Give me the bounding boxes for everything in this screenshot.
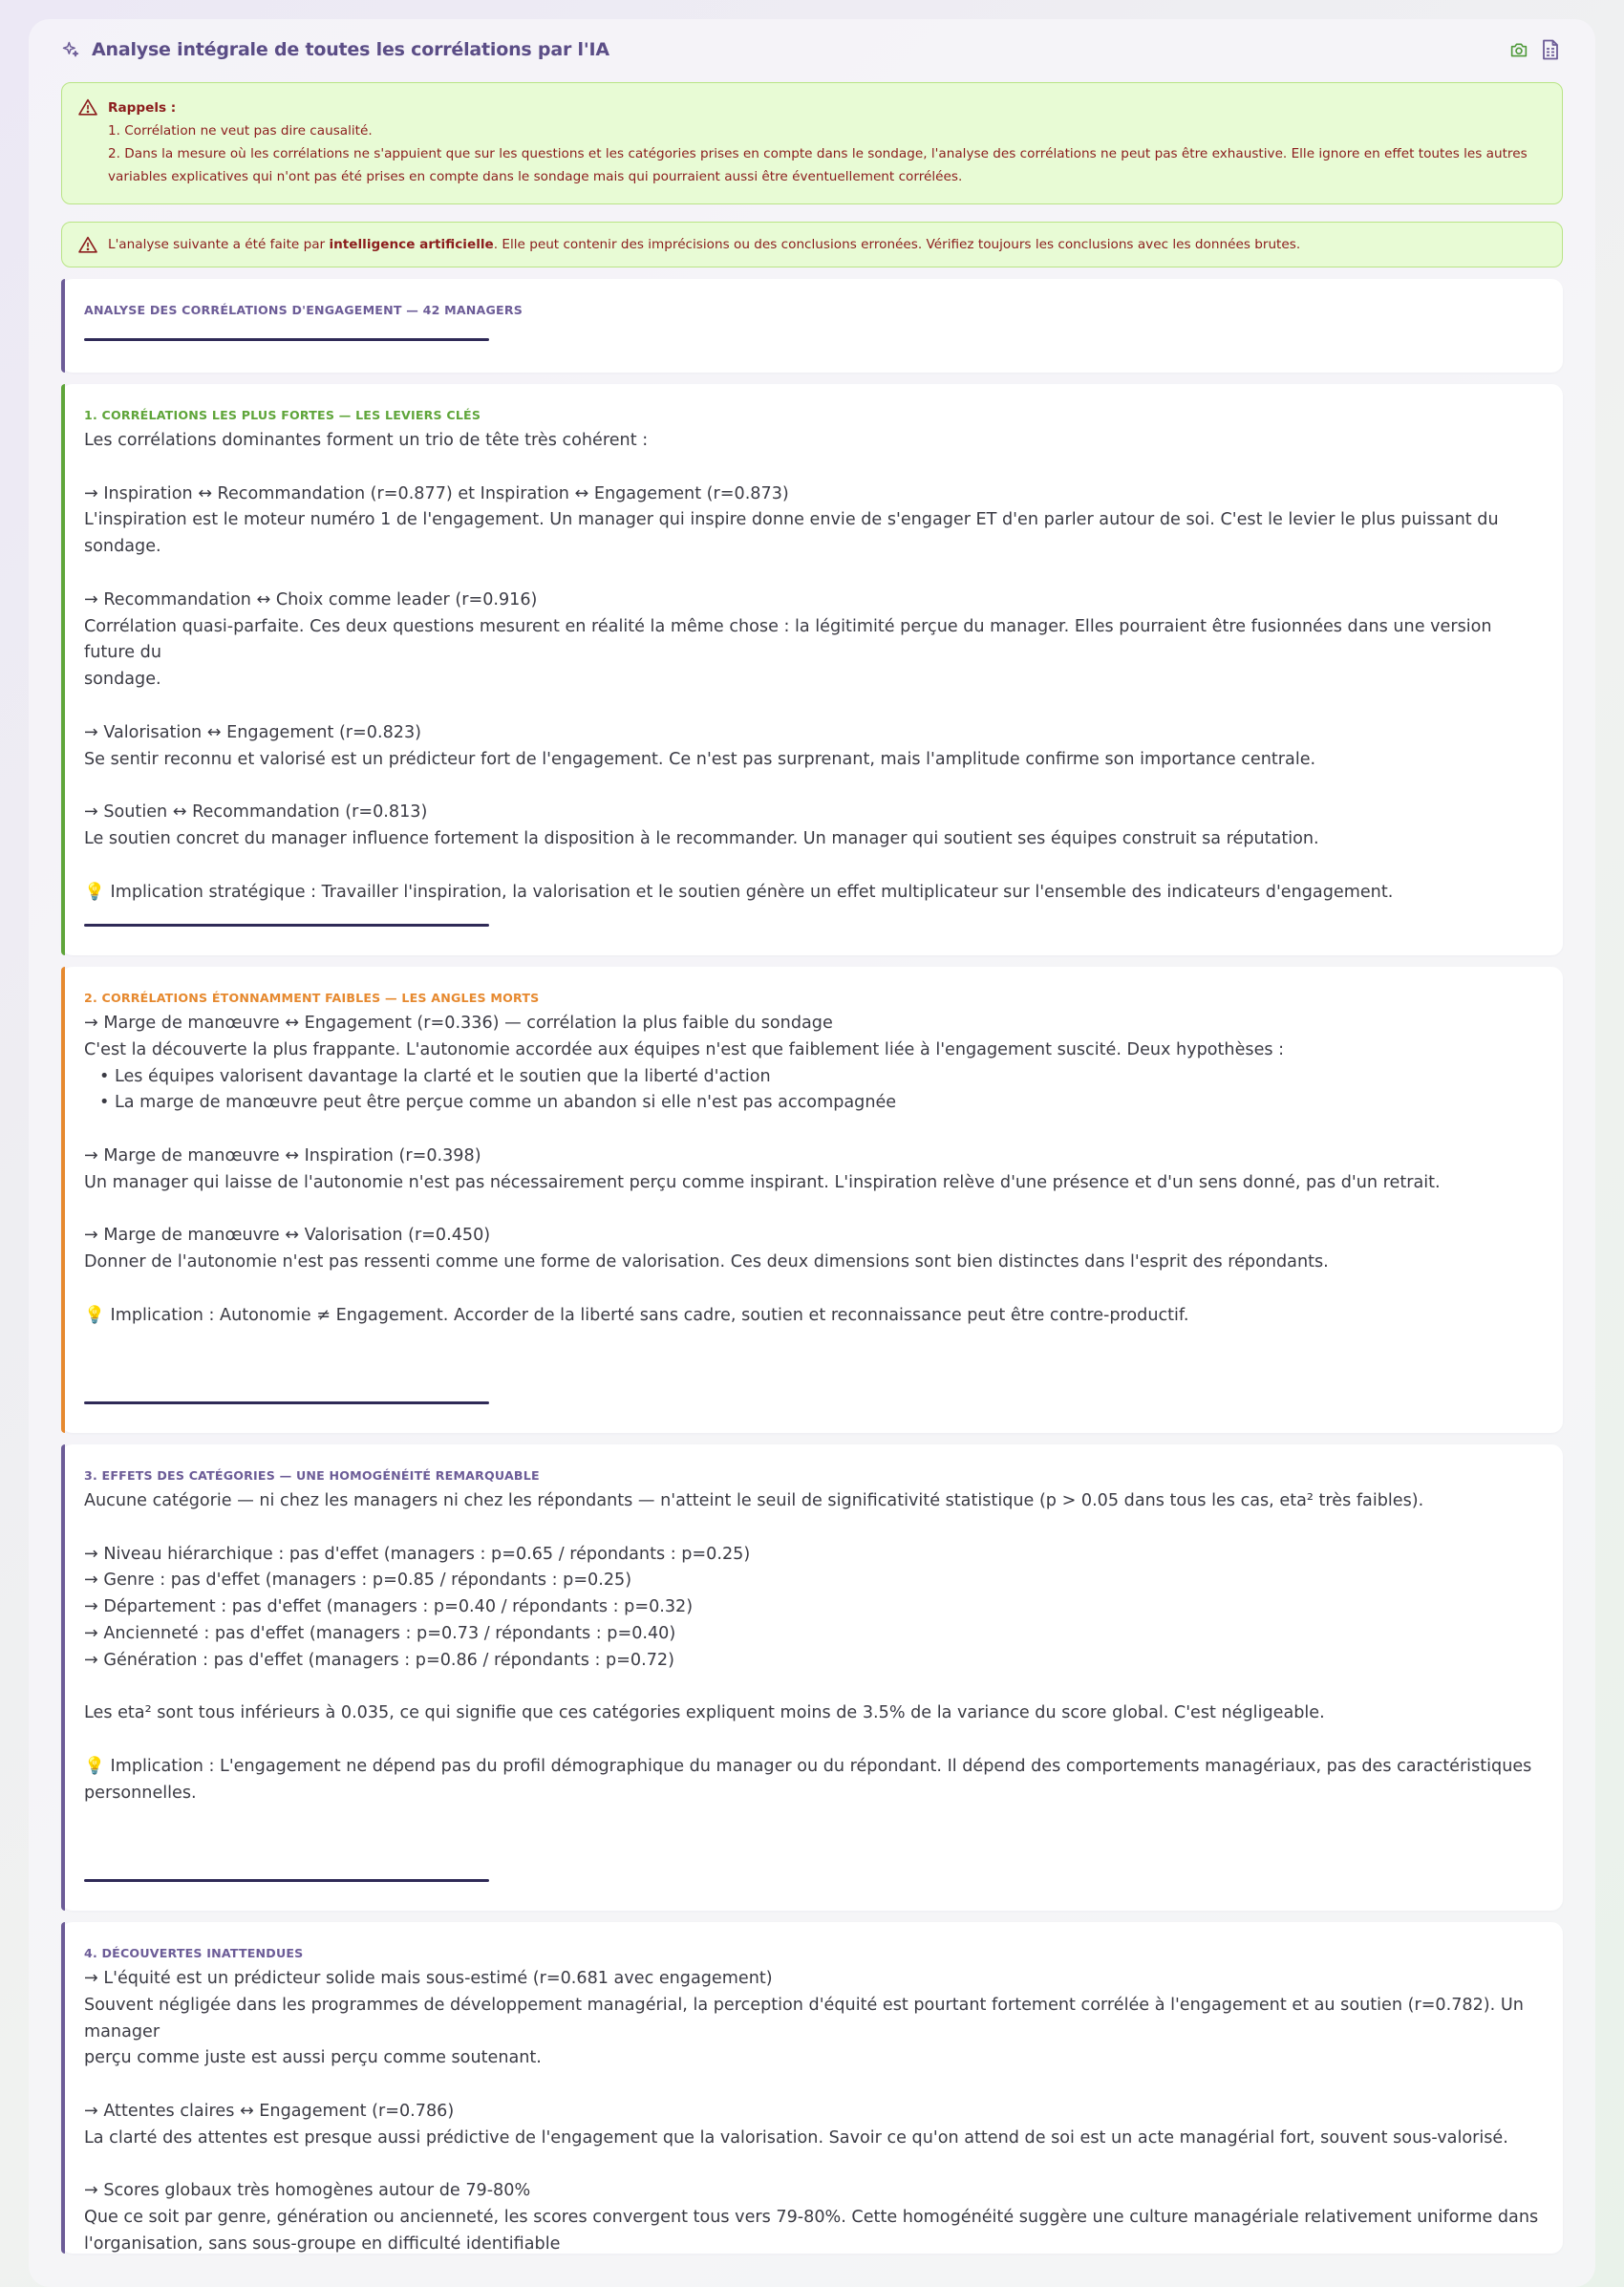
blank-line [84,455,1540,481]
body-line: L'inspiration est le moteur numéro 1 de l'engagement. Un manager qui inspire donne envie de s'engager ET d'en parler autour de soi. C'est le levier le plus puissant du sondage. [84,510,1499,557]
blank-line [84,1197,1540,1224]
section-heading: 2. CORRÉLATIONS ÉTONNAMMENT FAIBLES — LES ANGLES MORTS [84,991,540,1005]
body-line: Que ce soit par genre, génération ou ancienneté, les scores convergent tous vers 79-80%. Cette homogénéité suggère une culture managériale relativement uniforme dans [84,2208,1539,2228]
blank-line [84,853,1540,880]
body-line: Donner de l'autonomie n'est pas ressenti comme une forme de valorisation. Ces deux dimensions sont bien distinctes dans l'esprit des répondants. [84,1252,1329,1272]
bullet-line: • La marge de manœuvre peut être perçue comme un abandon si elle n'est pas accompagnée [99,1093,897,1113]
finding-heading: → Niveau hiérarchique : pas d'effet (managers : p=0.65 / répondants : p=0.25) [84,1544,751,1564]
analysis-panel [29,19,1595,2287]
blank-line [84,561,1540,588]
blank-line [84,1276,1540,1303]
warning-icon [78,236,97,253]
section-card-weak-correlations [61,967,1563,1433]
section-card-category-effects [61,1444,1563,1911]
finding-heading: → L'équité est un prédicteur solide mais sous-estimé (r=0.681 avec engagement) [84,1969,773,1988]
body-line: Les eta² sont tous inférieurs à 0.035, ce qui signifie que ces catégories expliquent moins de 3.5% de la variance du score global. C'est négligeable. [84,1703,1325,1723]
section-underline [84,1401,489,1404]
blank-line [84,1675,1540,1701]
section-card-strongest-correlations [61,384,1563,955]
blank-line [84,1727,1540,1754]
blank-line [84,1117,1540,1144]
blank-line [84,1515,1540,1542]
reminder-line: 1. Corrélation ne veut pas dire causalité. [108,123,373,139]
body-line: Corrélation quasi-parfaite. Ces deux questions mesurent en réalité la même chose : la légitimité perçue du manager. Elles pourraient être fusionnées dans une version future du [84,616,1492,663]
finding-heading: → Marge de manœuvre ↔ Valorisation (r=0.450) [84,1226,491,1246]
finding-heading: → Marge de manœuvre ↔ Engagement (r=0.336) — corrélation la plus faible du sondage [84,1014,833,1033]
body-line: personnelles. [84,1783,197,1803]
section-underline [84,924,489,927]
heading-underline [84,338,489,341]
reminder-line: 2. Dans la mesure où les corrélations ne s'appuient que sur les questions et les catégories prises en compte dans le sondage, l'analyse des corrélations ne peut pas être exhaustive. Elle ignore en effet toutes les autres [108,146,1528,161]
sparkle-icon [61,40,80,59]
panel-title: Analyse intégrale de toutes les corrélations par l'IA [92,39,609,60]
body-line: Un manager qui laisse de l'autonomie n'est pas nécessairement perçu comme inspirant. L'inspiration relève d'une présence et d'un sens donné, pas d'un retrait. [84,1172,1441,1192]
section-body [84,428,1540,906]
body-line: Aucune catégorie — ni chez les managers ni chez les répondants — n'atteint le seuil de significativité statistique (p > 0.05 dans tous les cas, eta² très faibles). [84,1491,1424,1510]
bullet-line: • Les équipes valorisent davantage la clarté et le soutien que la liberté d'action [99,1066,771,1086]
body-line: l'organisation, sans sous-groupe en difficulté identifiable [84,2234,561,2254]
warning-icon [78,98,97,116]
implication-line: 💡 Implication : Autonomie ≠ Engagement. Accorder de la liberté sans cadre, soutien et reconnaissance peut être contre-productif. [84,1305,1189,1325]
section-heading: 3. EFFETS DES CATÉGORIES — UNE HOMOGÉNÉITÉ REMARQUABLE [84,1468,540,1483]
analysis-title-card [61,279,1563,373]
finding-heading: → Département : pas d'effet (managers : p=0.40 / répondants : p=0.32) [84,1597,694,1617]
ai-disclaimer-box [61,222,1563,267]
finding-heading: → Marge de manœuvre ↔ Inspiration (r=0.398) [84,1145,481,1165]
panel-header [61,29,1563,71]
implication-line: 💡 Implication : L'engagement ne dépend pas du profil démographique du manager ou du répondant. Il dépend des comportements managériaux, pas des caractéristiques [84,1756,1532,1776]
implication-line: 💡 Implication stratégique : Travailler l'inspiration, la valorisation et le soutien génère un effet multiplicateur sur l'ensemble des indicateurs d'engagement. [84,882,1394,902]
finding-heading: → Attentes claires ↔ Engagement (r=0.786) [84,2101,455,2121]
body-line: C'est la découverte la plus frappante. L'autonomie accordée aux équipes n'est que faiblement liée à l'engagement suscité. Deux hypothèses : [84,1039,1285,1059]
section-body [84,1488,1540,1807]
section-heading: ANALYSE DES CORRÉLATIONS D'ENGAGEMENT — 42 MANAGERS [84,303,523,317]
reminder-line: variables explicatives qui n'ont pas été prises en compte dans le sondage mais qui pourraient aussi être éventuellement corrélées. [108,169,963,184]
body-line: La clarté des attentes est presque aussi prédictive de l'engagement que la valorisation. Savoir ce qu'on attend de soi est un acte managérial fort, souvent sous-valorisé. [84,2127,1508,2148]
finding-heading: → Valorisation ↔ Engagement (r=0.823) [84,722,422,742]
body-line: Les corrélations dominantes forment un trio de tête très cohérent : [84,431,649,450]
ai-disclaimer-text: L'analyse suivante a été faite par intelligence artificielle. Elle peut contenir des imprécisions ou des conclusions erronées. Vérifiez toujours les conclusions avec les données brutes. [108,237,1301,252]
finding-heading: → Scores globaux très homogènes autour de 79-80% [84,2181,531,2201]
body-line: Le soutien concret du manager influence fortement la disposition à le recommander. Un manager qui soutient ses équipes construit sa réputation. [84,828,1319,848]
finding-heading: → Ancienneté : pas d'effet (managers : p=0.73 / répondants : p=0.40) [84,1623,676,1643]
blank-line [84,773,1540,800]
finding-heading: → Inspiration ↔ Recommandation (r=0.877) et Inspiration ↔ Engagement (r=0.873) [84,483,789,503]
section-underline [84,1879,489,1882]
body-line: Souvent négligée dans les programmes de développement managérial, la perception d'équité est pourtant fortement corrélée à l'engagement et au soutien (r=0.782). Un manager [84,1995,1524,2041]
reminders-title: Rappels : [108,100,177,116]
body-line: sondage. [84,670,161,690]
section-body [84,1011,1540,1330]
finding-heading: → Genre : pas d'effet (managers : p=0.85 / répondants : p=0.25) [84,1571,632,1591]
body-line: Se sentir reconnu et valorisé est un prédicteur fort de l'engagement. Ce n'est pas surprenant, mais l'amplitude confirme son importance centrale. [84,749,1316,769]
body-line: perçu comme juste est aussi perçu comme soutenant. [84,2048,542,2068]
finding-heading: → Soutien ↔ Recommandation (r=0.813) [84,802,428,823]
section-body [84,1966,1540,2258]
camera-icon[interactable] [1509,41,1528,58]
finding-heading: → Recommandation ↔ Choix comme leader (r=0.916) [84,589,538,609]
reminders-box [61,82,1563,204]
finding-heading: → Génération : pas d'effet (managers : p=0.86 / répondants : p=0.72) [84,1650,674,1670]
section-heading: 4. DÉCOUVERTES INATTENDUES [84,1946,304,1960]
blank-line [84,2152,1540,2179]
blank-line [84,2072,1540,2099]
section-card-unexpected-findings [61,1922,1563,2254]
blank-line [84,694,1540,720]
section-heading: 1. CORRÉLATIONS LES PLUS FORTES — LES LEVIERS CLÉS [84,408,481,422]
document-icon[interactable] [1542,39,1559,60]
